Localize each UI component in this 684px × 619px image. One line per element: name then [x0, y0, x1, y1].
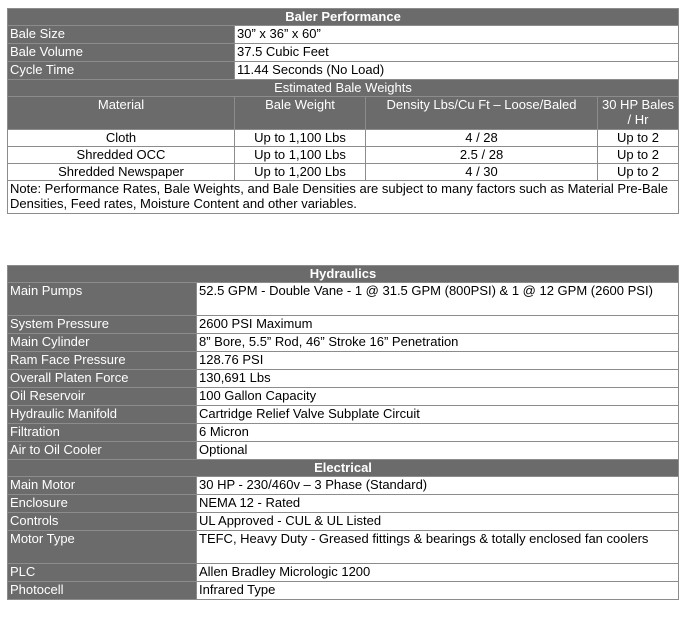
spec-row-motor-type [8, 531, 679, 564]
spec-row-controls [8, 513, 679, 531]
spec-row-plc [8, 564, 679, 582]
baler-performance-table [7, 8, 679, 214]
density-cell: 2.5 / 28 [366, 147, 598, 164]
density-cell: 4 / 28 [366, 130, 598, 147]
spec-value: TEFC, Heavy Duty - Greased fittings & bearings & totally enclosed fan coolers [197, 531, 679, 564]
spec-label: Bale Volume [8, 44, 235, 62]
spec-value: 130,691 Lbs [197, 370, 679, 388]
column-header-bale-weight: Bale Weight [235, 97, 366, 130]
spec-value: NEMA 12 - Rated [197, 495, 679, 513]
hydraulics-electrical-table [7, 265, 679, 600]
column-header-material: Material [8, 97, 235, 130]
spec-row-air-to-oil-cooler [8, 442, 679, 460]
spec-value: Cartridge Relief Valve Subplate Circuit [197, 406, 679, 424]
spec-value: 6 Micron [197, 424, 679, 442]
spec-row-bale-volume [8, 44, 679, 62]
spec-row-system-pressure [8, 316, 679, 334]
spec-row-bale-size [8, 26, 679, 44]
spec-row-enclosure [8, 495, 679, 513]
spec-row-hydraulic-manifold [8, 406, 679, 424]
table-row [8, 147, 679, 164]
spec-label: Air to Oil Cooler [8, 442, 197, 460]
spec-value: 128.76 PSI [197, 352, 679, 370]
column-header-bales-per-hour: 30 HP Bales / Hr [598, 97, 679, 130]
spec-value: 30 HP - 230/460v – 3 Phase (Standard) [197, 477, 679, 495]
bale-weight-cell: Up to 1,100 Lbs [235, 147, 366, 164]
spec-value: UL Approved - CUL & UL Listed [197, 513, 679, 531]
spec-value: 2600 PSI Maximum [197, 316, 679, 334]
bales-per-hour-cell: Up to 2 [598, 164, 679, 181]
spec-row-photocell [8, 582, 679, 600]
density-cell: 4 / 30 [366, 164, 598, 181]
performance-note: Note: Performance Rates, Bale Weights, and Bale Densities are subject to many factors such as Material Pre-Bale Densities, Feed rates, Moisture Content and other variables. [8, 181, 679, 214]
spec-label: Controls [8, 513, 197, 531]
material-cell: Shredded OCC [8, 147, 235, 164]
spec-label: Main Cylinder [8, 334, 197, 352]
spec-value: Optional [197, 442, 679, 460]
spec-value: 8” Bore, 5.5” Rod, 46” Stroke 16” Penetration [197, 334, 679, 352]
spec-label: Hydraulic Manifold [8, 406, 197, 424]
spec-label: Main Motor [8, 477, 197, 495]
spec-row-main-cylinder [8, 334, 679, 352]
bales-per-hour-cell: Up to 2 [598, 147, 679, 164]
spec-value: Infrared Type [197, 582, 679, 600]
spec-value: 37.5 Cubic Feet [235, 44, 679, 62]
spec-value: 30” x 36” x 60” [235, 26, 679, 44]
bale-weight-cell: Up to 1,100 Lbs [235, 130, 366, 147]
spec-row-oil-reservoir [8, 388, 679, 406]
weights-header-row [8, 97, 679, 130]
spec-label: Filtration [8, 424, 197, 442]
table-row [8, 164, 679, 181]
material-cell: Shredded Newspaper [8, 164, 235, 181]
column-header-density: Density Lbs/Cu Ft – Loose/Baled [366, 97, 598, 130]
spec-value: 52.5 GPM - Double Vane - 1 @ 31.5 GPM (800PSI) & 1 @ 12 GPM (2600 PSI) [197, 283, 679, 316]
spec-label: Main Pumps [8, 283, 197, 316]
estimated-bale-weights-title: Estimated Bale Weights [8, 80, 679, 97]
material-cell: Cloth [8, 130, 235, 147]
spec-value: 100 Gallon Capacity [197, 388, 679, 406]
bale-weight-cell: Up to 1,200 Lbs [235, 164, 366, 181]
spec-row-ram-face-pressure [8, 352, 679, 370]
spec-label: Photocell [8, 582, 197, 600]
spec-label: PLC [8, 564, 197, 582]
hydraulics-title: Hydraulics [8, 266, 679, 283]
spec-label: Enclosure [8, 495, 197, 513]
spec-label: Overall Platen Force [8, 370, 197, 388]
electrical-title: Electrical [8, 460, 679, 477]
spec-label: Oil Reservoir [8, 388, 197, 406]
table-row [8, 130, 679, 147]
spec-label: Bale Size [8, 26, 235, 44]
bales-per-hour-cell: Up to 2 [598, 130, 679, 147]
spec-row-main-pumps [8, 283, 679, 316]
spec-row-filtration [8, 424, 679, 442]
spec-row-main-motor [8, 477, 679, 495]
spec-value: Allen Bradley Micrologic 1200 [197, 564, 679, 582]
spec-label: Cycle Time [8, 62, 235, 80]
spec-row-overall-platen-force [8, 370, 679, 388]
baler-performance-title: Baler Performance [8, 9, 679, 26]
spec-row-cycle-time [8, 62, 679, 80]
spec-label: Motor Type [8, 531, 197, 564]
spec-label: System Pressure [8, 316, 197, 334]
spec-value: 11.44 Seconds (No Load) [235, 62, 679, 80]
spec-label: Ram Face Pressure [8, 352, 197, 370]
